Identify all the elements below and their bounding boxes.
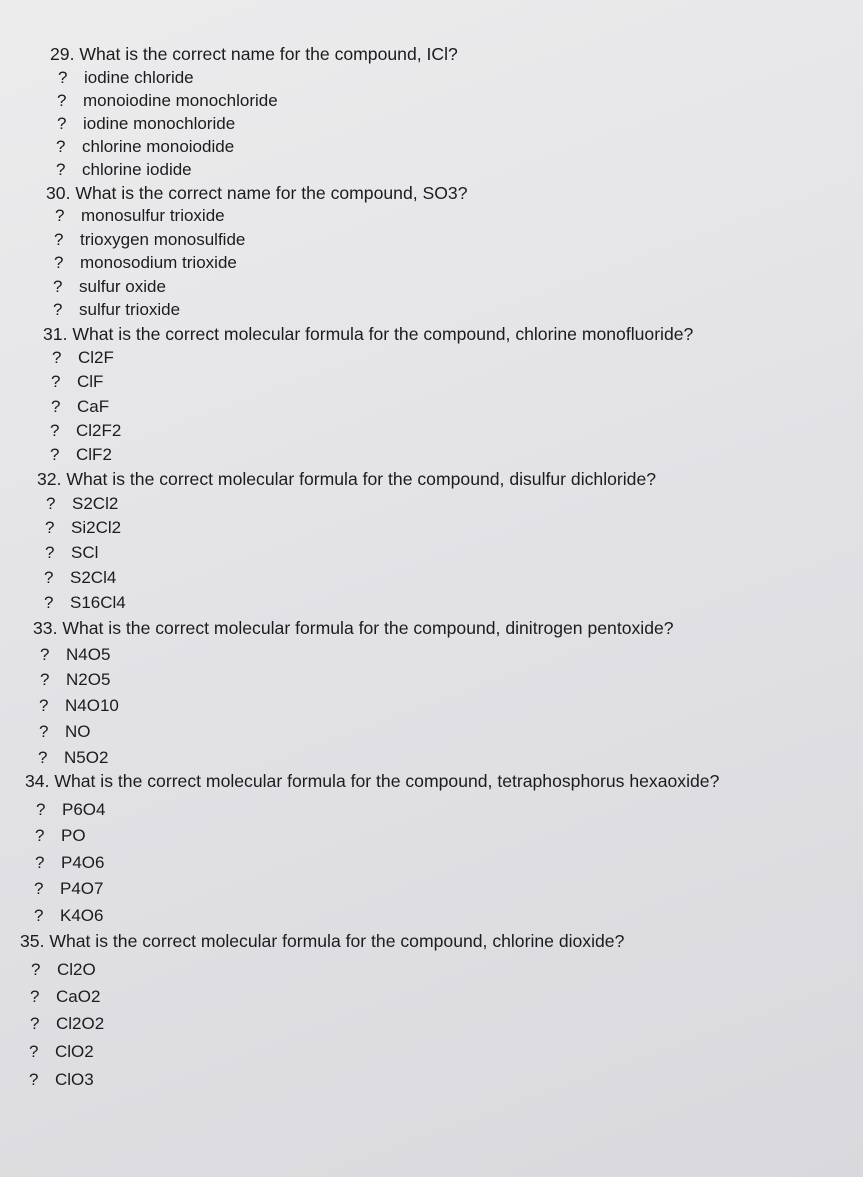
question-35 <box>20 931 624 951</box>
option-marker: ? <box>51 372 61 391</box>
option-marker: ? <box>30 1014 40 1033</box>
option-text: ClF <box>77 372 104 391</box>
option-text: monosodium trioxide <box>80 253 237 272</box>
option-31-d[interactable] <box>50 421 121 441</box>
option-33-c[interactable] <box>39 696 119 716</box>
option-marker: ? <box>38 748 48 767</box>
option-marker: ? <box>57 91 67 110</box>
option-34-c[interactable] <box>35 853 104 873</box>
option-marker: ? <box>40 645 50 664</box>
option-text: Cl2O <box>57 960 96 979</box>
option-text: trioxygen monosulfide <box>80 230 246 249</box>
question-text: What is the correct molecular formula for the compound, tetraphosphorus hexaoxide? <box>54 771 720 791</box>
option-text: N2O5 <box>66 670 111 689</box>
option-marker: ? <box>30 987 40 1006</box>
option-marker: ? <box>39 722 49 741</box>
option-marker: ? <box>45 518 55 537</box>
option-31-e[interactable] <box>50 445 112 465</box>
option-31-b[interactable] <box>51 372 103 392</box>
question-text: What is the correct molecular formula for the compound, dinitrogen pentoxide? <box>62 618 674 638</box>
question-text: What is the correct molecular formula for the compound, chlorine monofluoride? <box>72 324 694 344</box>
option-text: N4O5 <box>66 645 111 664</box>
option-32-b[interactable] <box>45 518 121 538</box>
option-29-e[interactable] <box>56 160 192 180</box>
option-marker: ? <box>45 543 55 562</box>
option-text: S16Cl4 <box>70 593 126 612</box>
option-marker: ? <box>50 445 60 464</box>
question-31 <box>43 324 693 344</box>
option-text: Cl2F <box>78 348 114 367</box>
option-text: sulfur oxide <box>79 277 166 296</box>
option-marker: ? <box>54 253 64 272</box>
option-text: NO <box>65 722 91 741</box>
option-33-d[interactable] <box>39 722 91 742</box>
question-29 <box>50 44 458 64</box>
option-text: Cl2O2 <box>56 1014 105 1033</box>
option-32-a[interactable] <box>46 494 118 514</box>
question-34 <box>25 771 719 791</box>
option-34-e[interactable] <box>34 906 103 926</box>
option-marker: ? <box>50 421 60 440</box>
option-marker: ? <box>35 826 45 845</box>
option-marker: ? <box>44 593 54 612</box>
option-marker: ? <box>39 696 49 715</box>
question-number: 34. <box>25 771 50 791</box>
option-34-b[interactable] <box>35 826 86 846</box>
option-text: N4O10 <box>65 696 119 715</box>
option-marker: ? <box>57 114 67 133</box>
option-30-c[interactable] <box>54 253 237 273</box>
option-text: P4O7 <box>60 879 104 898</box>
option-marker: ? <box>44 568 54 587</box>
option-marker: ? <box>58 68 68 87</box>
option-marker: ? <box>34 879 44 898</box>
option-35-c[interactable] <box>30 1014 104 1034</box>
option-marker: ? <box>34 906 44 925</box>
option-34-a[interactable] <box>36 800 105 820</box>
option-text: monoiodine monochloride <box>83 91 278 110</box>
option-text: P4O6 <box>61 853 105 872</box>
option-31-c[interactable] <box>51 397 109 417</box>
option-marker: ? <box>46 494 56 513</box>
option-marker: ? <box>35 853 45 872</box>
question-32 <box>37 469 656 489</box>
option-text: ClO2 <box>55 1042 94 1061</box>
option-text: CaF <box>77 397 110 416</box>
option-29-a[interactable] <box>58 68 194 88</box>
option-30-e[interactable] <box>53 300 180 320</box>
question-number: 32. <box>37 469 62 489</box>
option-35-b[interactable] <box>30 987 100 1007</box>
option-marker: ? <box>51 397 61 416</box>
option-30-d[interactable] <box>53 277 166 297</box>
option-marker: ? <box>31 960 41 979</box>
question-number: 29. <box>50 44 75 64</box>
option-text: chlorine monoiodide <box>82 137 235 156</box>
option-marker: ? <box>29 1042 39 1061</box>
option-text: ClF2 <box>76 445 112 464</box>
question-text: What is the correct name for the compound, SO3? <box>75 183 468 203</box>
option-text: sulfur trioxide <box>79 300 181 319</box>
option-34-d[interactable] <box>34 879 103 899</box>
option-text: S2Cl2 <box>72 494 119 513</box>
option-29-c[interactable] <box>57 114 235 134</box>
option-marker: ? <box>55 206 65 225</box>
option-33-a[interactable] <box>40 645 110 665</box>
option-33-e[interactable] <box>38 748 108 768</box>
option-text: S2Cl4 <box>70 568 117 587</box>
option-marker: ? <box>52 348 62 367</box>
option-30-a[interactable] <box>55 206 225 226</box>
option-text: CaO2 <box>56 987 101 1006</box>
question-30 <box>46 183 468 203</box>
option-text: chlorine iodide <box>82 160 192 179</box>
option-32-e[interactable] <box>44 593 126 613</box>
option-32-d[interactable] <box>44 568 116 588</box>
question-text: What is the correct name for the compound, ICl? <box>79 44 458 64</box>
option-text: SCl <box>71 543 99 562</box>
question-number: 31. <box>43 324 68 344</box>
option-marker: ? <box>56 160 66 179</box>
option-marker: ? <box>36 800 46 819</box>
option-32-c[interactable] <box>45 543 98 563</box>
option-text: K4O6 <box>60 906 104 925</box>
option-marker: ? <box>53 277 63 296</box>
option-marker: ? <box>40 670 50 689</box>
option-marker: ? <box>53 300 63 319</box>
option-marker: ? <box>29 1070 39 1089</box>
option-31-a[interactable] <box>52 348 114 368</box>
option-text: iodine monochloride <box>83 114 236 133</box>
option-text: iodine chloride <box>84 68 194 87</box>
option-text: ClO3 <box>55 1070 94 1089</box>
question-number: 33. <box>33 618 58 638</box>
option-text: Si2Cl2 <box>71 518 122 537</box>
question-text: What is the correct molecular formula for the compound, disulfur dichloride? <box>66 469 657 489</box>
option-35-a[interactable] <box>31 960 96 980</box>
option-marker: ? <box>54 230 64 249</box>
option-marker: ? <box>56 137 66 156</box>
question-number: 30. <box>46 183 71 203</box>
option-text: P6O4 <box>62 800 106 819</box>
question-number: 35. <box>20 931 45 951</box>
option-text: monosulfur trioxide <box>81 206 225 225</box>
option-text: Cl2F2 <box>76 421 122 440</box>
option-35-d[interactable] <box>29 1042 94 1062</box>
option-29-d[interactable] <box>56 137 234 157</box>
option-29-b[interactable] <box>57 91 278 111</box>
option-35-e[interactable] <box>29 1070 94 1090</box>
option-30-b[interactable] <box>54 230 245 250</box>
option-33-b[interactable] <box>40 670 110 690</box>
question-33 <box>33 618 674 638</box>
option-text: PO <box>61 826 86 845</box>
question-text: What is the correct molecular formula for the compound, chlorine dioxide? <box>49 931 625 951</box>
option-text: N5O2 <box>64 748 109 767</box>
